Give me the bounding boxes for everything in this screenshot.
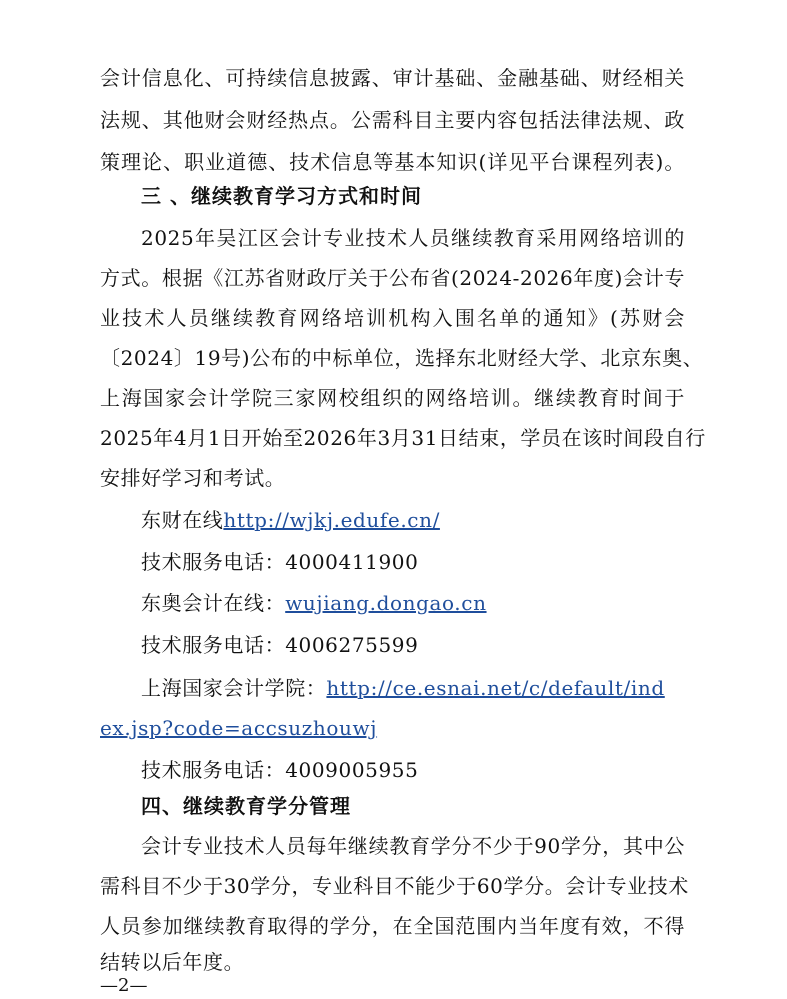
provider-link[interactable]: wujiang.dongao.cn [285,591,487,615]
body-text-line: 业技术人员继续教育网络培训机构入围名单的通知》(苏财会 [100,306,685,330]
phone-number: 4000411900 [285,550,419,574]
provider-name: 东奥会计在线： [141,591,286,615]
provider-name: 上海国家会计学院： [141,676,327,700]
body-text-line: 需科目不少于30学分，专业科目不能少于60学分。会计专业技术 [100,874,689,898]
provider-line [141,591,685,615]
provider-link-continuation [100,716,685,740]
provider-link[interactable]: http://ce.esnai.net/c/default/ind [326,676,665,700]
phone-line [141,758,685,782]
phone-label: 技术服务电话： [141,550,286,574]
provider-line [141,508,685,532]
body-text-line: 法规、其他财会财经热点。公需科目主要内容包括法律法规、政 [100,108,685,132]
phone-label: 技术服务电话： [141,633,286,657]
body-text-line: 方式。根据《江苏省财政厅关于公布省(2024-2026年度)会计专 [100,266,685,290]
body-text-line: 会计信息化、可持续信息披露、审计基础、金融基础、财经相关 [100,66,685,90]
body-text-line: 上海国家会计学院三家网校组织的网络培训。继续教育时间于 [100,386,685,410]
provider-name: 东财在线 [141,508,224,532]
body-text-line: 会计专业技术人员每年继续教育学分不少于90学分，其中公 [141,834,685,858]
body-text-line: 人员参加继续教育取得的学分，在全国范围内当年度有效，不得 [100,914,685,938]
body-text-line: 安排好学习和考试。 [100,466,286,490]
page-number: —2— [100,975,148,996]
provider-link[interactable]: http://wjkj.edufe.cn/ [223,508,440,532]
provider-link[interactable]: ex.jsp?code=accsuzhouwj [100,716,378,740]
phone-number: 4006275599 [285,633,419,657]
phone-line [141,550,685,574]
body-text-line: 2025年4月1日开始至2026年3月31日结束，学员在该时间段自行 [100,426,706,450]
body-text-line: 结转以后年度。 [100,950,245,974]
body-text-line: 〔2024〕19号)公布的中标单位，选择东北财经大学、北京东奥、 [100,346,704,370]
section-heading: 三 、继续教育学习方式和时间 [141,184,422,208]
body-text-line: 2025年吴江区会计专业技术人员继续教育采用网络培训的 [141,226,685,250]
phone-line [141,633,685,657]
provider-line [141,676,685,700]
phone-number: 4009005955 [285,758,419,782]
body-text-line: 策理论、职业道德、技术信息等基本知识(详见平台课程列表)。 [100,150,685,174]
section-heading: 四、继续教育学分管理 [141,794,351,818]
phone-label: 技术服务电话： [141,758,286,782]
